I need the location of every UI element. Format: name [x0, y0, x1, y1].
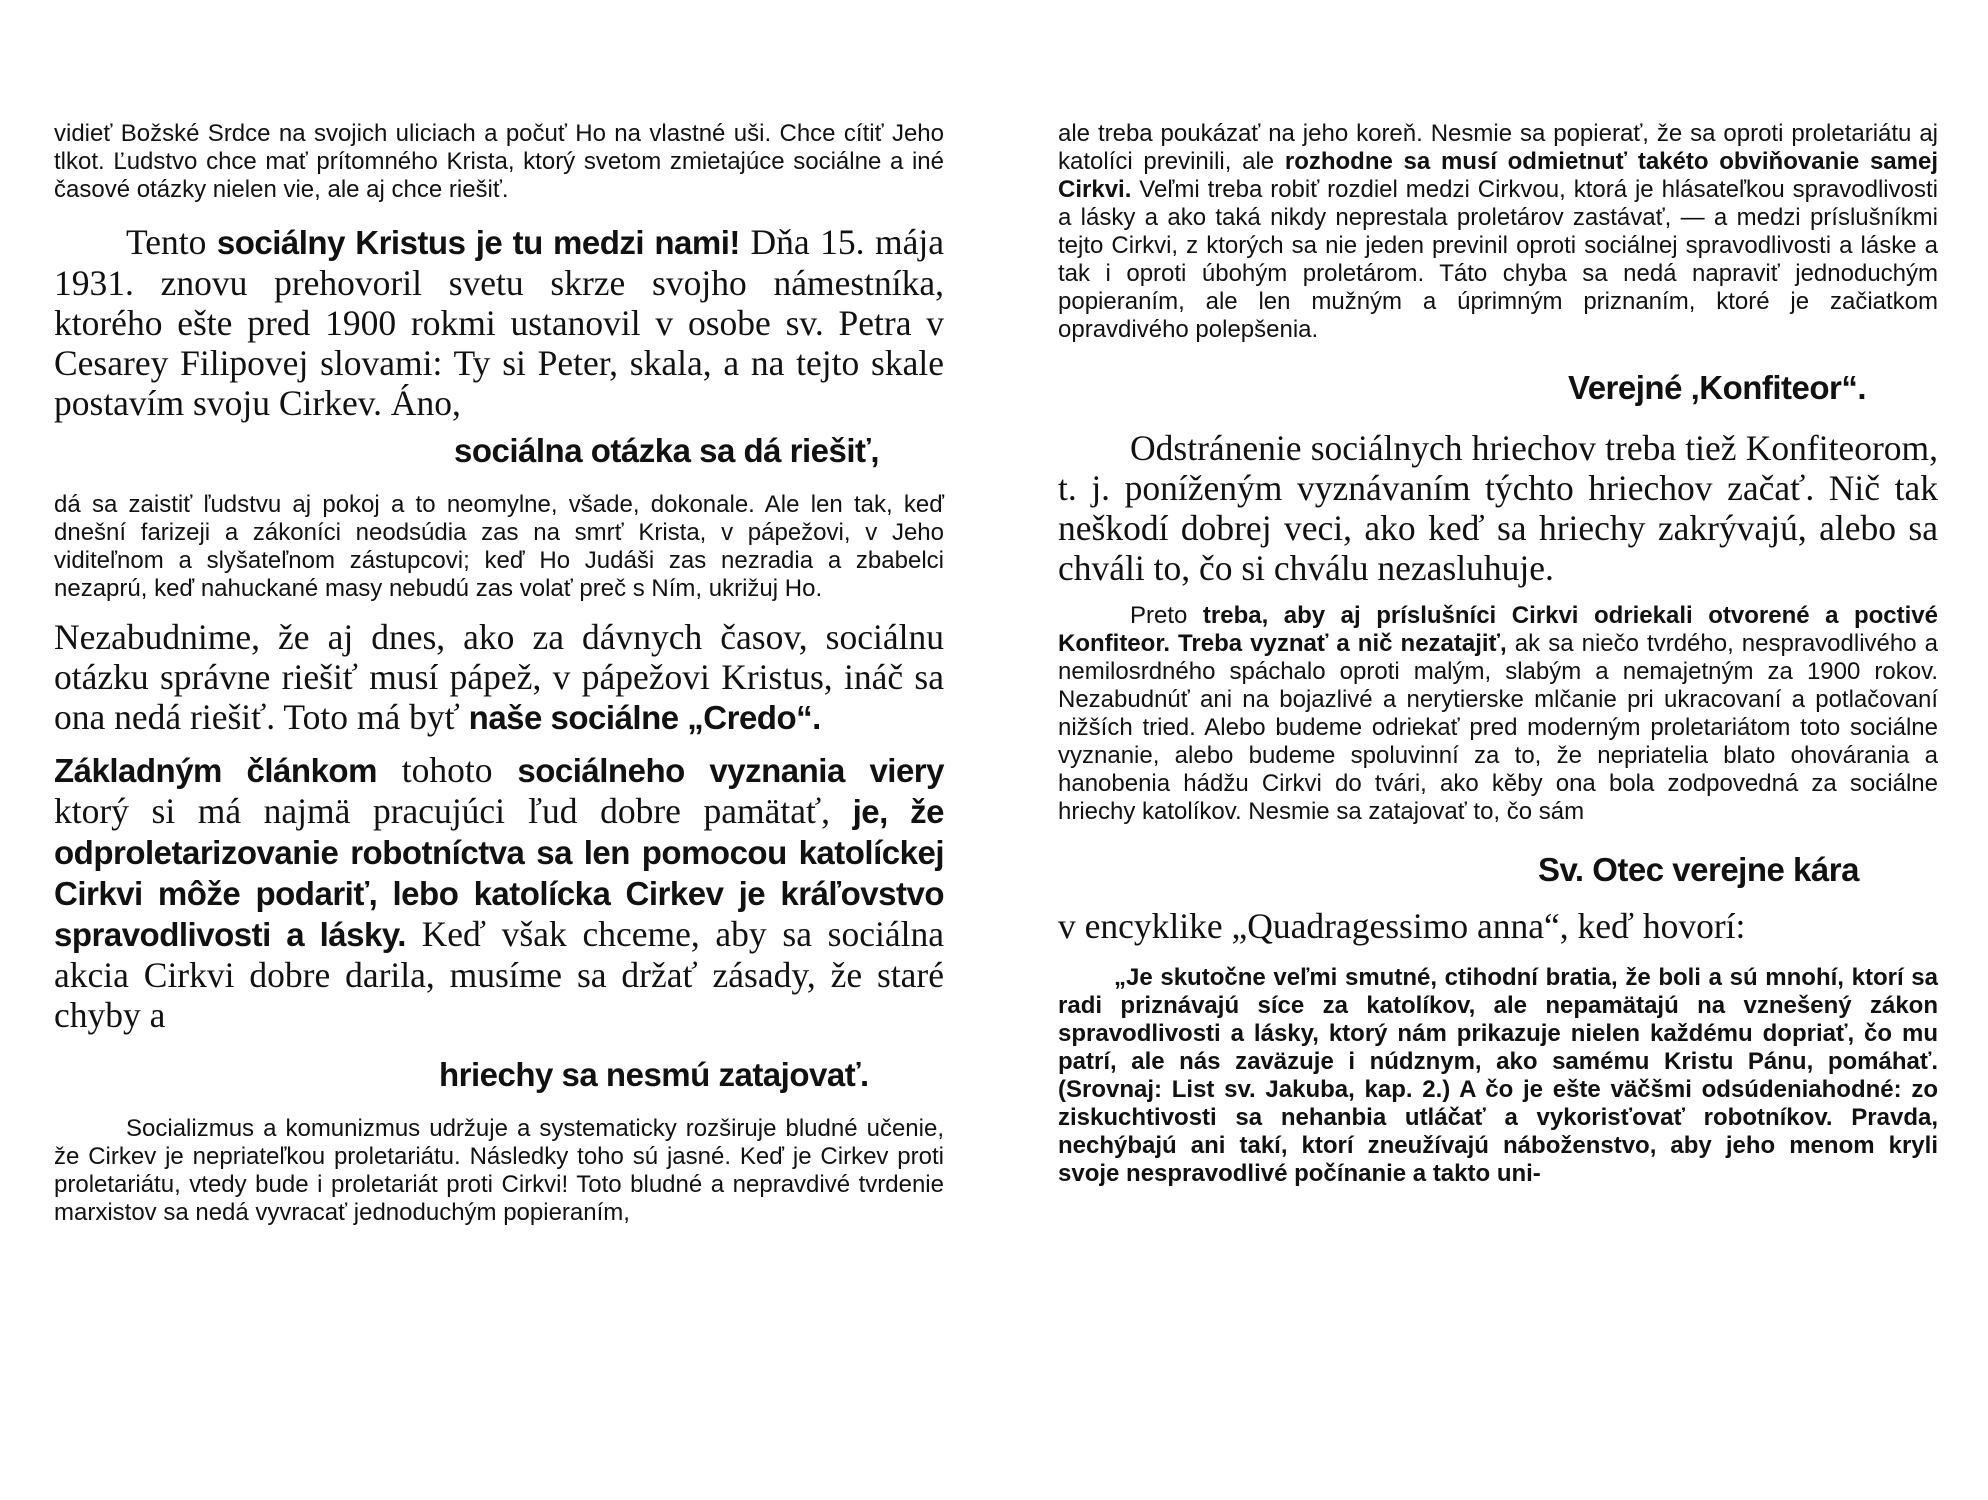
left-p4-text: Nezabudnime, že aj dnes, ako za dávnych časov, sociálnu otázku správne riešiť musí pápež, v pápežovi Kristus, ináč sa ona nedá riešiť. Toto má byť	[54, 617, 944, 737]
right-paragraph-3	[1058, 602, 1938, 826]
left-paragraph-2	[54, 222, 944, 423]
left-heading-sins: hriechy sa nesmú zatajovať.	[439, 1056, 869, 1093]
left-p5-bold-e: je, že odproletarizovanie robotníctva sa len pomocou katolíckej Cirkvi môže podariť, lebo katolícka Cirkev je kráľovstvo spravodlivosti a lásky.	[54, 793, 944, 953]
left-p5-text-b: tohoto	[376, 750, 518, 790]
right-paragraph-2: Odstránenie sociálnych hriechov treba tiež Konfiteorom, t. j. poníženým vyznávaním týchto hriechov začať. Nič tak neškodí dobrej veci, ako keď sa hriechy zakrývajú, alebo sa chváli to, čo si chválu nezasluhuje.	[1058, 428, 1938, 588]
left-p5-text-f: Keď však chceme, aby sa sociálna akcia Cirkvi dobre darila, musíme sa držať zásady, že staré chyby a	[54, 914, 944, 1035]
right-quote-paragraph: „Je skutočne veľmi smutné, ctihodní bratia, že boli a sú mnohí, ktorí sa radi priznávajú síce za katolíkov, ale nepamätajú na vznešený zákon spravodlivosti a lásky, ktorý nám prikazuje nielen každému dopriať, čo mu patrí, ale nás zaväzuje i núdznym, ako samému Kristu Pánu, pomáhať. (Srovnaj: List sv. Jakuba, kap. 2.) A čo je ešte väčšmi odsúdeniahodné: zo ziskuchtivosti sa nehanbia utláčať a vykorisťovať robotníkov. Pravda, nechýbajú ani takí, ktorí zneužívajú náboženstvo, aby jeho menom kryli svoje nespravodlivé počínanie a takto uni-	[1058, 964, 1938, 1187]
left-page	[54, 120, 944, 1227]
right-p3-bold: treba, aby aj príslušníci Cirkvi odriekali otvorené a poctivé Konfiteor. Treba vyznať a nič nezatajiť,	[1058, 602, 1938, 657]
left-p5-bold-c: sociálneho vyznania viery	[517, 752, 945, 789]
left-p5-text-d: ktorý si má najmä pracujúci ľud dobre pamätať,	[54, 791, 853, 831]
right-p1-bold: rozhodne sa musí odmietnuť takéto obviňovanie samej Cirkvi.	[1058, 148, 1938, 203]
right-paragraph-4: v encyklike „Quadragessimo anna“, keď hovorí:	[1058, 906, 1746, 946]
right-paragraph-1	[1058, 120, 1938, 344]
left-heading-social-question: sociálna otázka sa dá riešiť,	[454, 432, 880, 469]
left-p2-text-a: Tento	[126, 222, 217, 262]
right-p3-text-a: Preto	[1130, 602, 1203, 629]
right-page	[1058, 120, 1938, 1188]
left-paragraph-6: Socializmus a komunizmus udržuje a systematicky rozširuje bludné učenie, že Cirkev je nepriateľkou proletariátu. Následky toho sú jasné. Keď je Cirkev proti proletariátu, vtedy bude i proletariát proti Cirkvi! Toto bludné a nepravdivé tvrdenie marxistov sa nedá vyvracať jednoduchým popieraním,	[54, 1115, 944, 1226]
right-p3-text-c: ak sa niečo tvrdého, nespravodlivého a nemilosrdného spáchalo oproti malým, slabým a nemajetným za 1900 rokov. Nezabudnúť ani na bojazlivé a nerytierske mlčanie pri ukracovaní a potlačovaní nižších tried. Alebo budeme odriekať pred moderným proletariátom toto sociálne vyznanie, alebo budeme spoluvinní za to, že nepriatelia blato ohovárania a hanobenia hádžu Cirkvi do tvári, ako kěby ona bola zodpovedná za sociálne hriechy katolíkov. Nesmie sa zatajovať to, čo sám	[1058, 630, 1938, 825]
right-p1-text-c: Veľmi treba robiť rozdiel medzi Cirkvou, ktorá je hlásateľkou spravodlivosti a lásky a ako taká nikdy neprestala proletárov zastávať, — a medzi príslušníkmi tejto Cirkvi, z ktorých sa nie jeden previnil oproti sociálnej spravodlivosti a láske a tak i oproti úbohým proletárom. Táto chyba sa nedá napraviť jednoduchým popieraním, ale len mužným a úprimným priznaním, ktoré je začiatkom opravdivého polepšenia.	[1058, 176, 1938, 343]
left-p2-text-c: Dňa 15. mája 1931. znovu prehovoril svetu skrze svojho námestníka, ktorého ešte pred 1900 rokmi ustanovil v osobe sv. Petra v Cesarey Filipovej slovami: Ty si Peter, skala, a na tejto skale postavím svoju Cirkev. Áno,	[54, 222, 945, 423]
left-paragraph-5	[54, 750, 944, 1035]
left-p2-bold: sociálny Kristus je tu medzi nami!	[216, 224, 740, 261]
left-paragraph-4	[54, 617, 944, 738]
right-heading-holy-father: Sv. Otec verejne kára	[1538, 851, 1859, 888]
right-heading-confiteor: Verejné ‚Konfiteor“.	[1568, 369, 1867, 406]
left-paragraph-1: vidieť Božské Srdce na svojich uliciach a počuť Ho na vlastné uši. Chce cítiť Jeho tlkot. Ľudstvo chce mať prítomného Krista, ktorý svetom zmietajúce sociálne a iné časové otázky nielen vie, ale aj chce riešiť.	[54, 120, 944, 203]
left-p5-bold-a: Základným článkom	[54, 752, 377, 789]
left-p4-bold: naše sociálne „Credo“.	[468, 699, 821, 736]
left-paragraph-3: dá sa zaistiť ľudstvu aj pokoj a to neomylne, všade, dokonale. Ale len tak, keď dnešní farizeji a zákoníci neodsúdia zas na smrť Krista, v pápežovi, v Jeho viditeľnom a slyšateľnom zástupcovi; keď Ho Judáši zas nezradia a zbabelci nezaprú, keď nahuckané masy nebudú zas volať preč s Ním, ukrižuj Ho.	[54, 491, 944, 602]
right-p1-text-a: ale treba poukázať na jeho koreň. Nesmie sa popierať, že sa oproti proletariátu aj katolíci previnili, ale	[1058, 120, 1938, 175]
